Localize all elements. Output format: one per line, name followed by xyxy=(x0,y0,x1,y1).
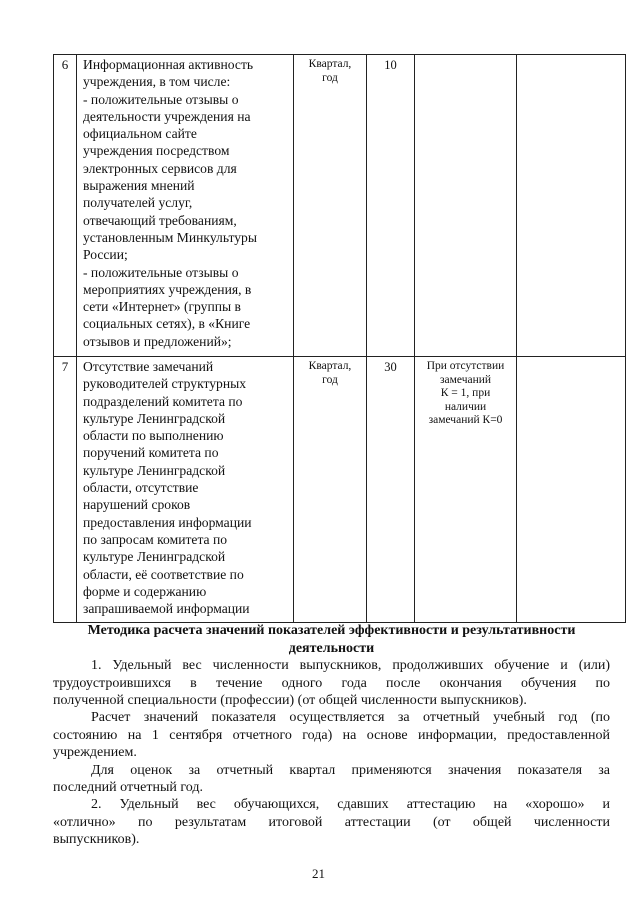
description-line: получателей услуг, xyxy=(83,195,193,211)
heading-line: Методика расчета значений показателей эффективности и результативности xyxy=(87,623,576,638)
note-line: При отсутствии xyxy=(426,360,505,372)
paragraph-line: выпускников). xyxy=(53,832,140,848)
paragraph-line: 2. Удельный вес обучающихся, сдавших аттестацию на «хорошо» и xyxy=(91,797,610,813)
description-line: культуре Ленинградской xyxy=(83,462,226,478)
description-line: форме и содержанию xyxy=(83,583,207,599)
indicators-table xyxy=(53,54,626,623)
description-line: учреждения посредством xyxy=(83,143,230,159)
heading-line: деятельности xyxy=(288,640,375,656)
reporting-period xyxy=(294,357,367,623)
period-line: год xyxy=(322,71,338,84)
description-line: отвечающий требованиям, xyxy=(83,212,237,228)
calculation-note xyxy=(415,357,517,623)
calculation-note xyxy=(415,55,517,357)
description-line: деятельности учреждения на xyxy=(83,108,251,124)
empty-cell xyxy=(517,357,626,623)
description-line: области, отсутствие xyxy=(83,480,199,496)
note-line: наличии xyxy=(444,400,487,413)
description-line: нарушений сроков xyxy=(83,497,191,513)
table-row xyxy=(54,357,626,623)
description-line: сети «Интернет» (группы в xyxy=(83,299,241,315)
description-line: области, её соответствие по xyxy=(83,566,244,582)
note-line: замечаний xyxy=(439,373,492,386)
weight-value: 10 xyxy=(367,55,415,357)
empty-cell xyxy=(517,55,626,357)
period-line: Квартал, xyxy=(308,58,352,70)
page-number: 21 xyxy=(312,866,325,881)
description-line: отзывов и предложений»; xyxy=(83,333,232,349)
paragraph-line: Расчет значений показателя осуществляется за отчетный учебный год (по xyxy=(91,710,610,726)
paragraph-line: 1. Удельный вес численности выпускников, продолживших обучение и (или) xyxy=(91,658,610,674)
paragraph-line: учреждением. xyxy=(53,745,137,761)
paragraph xyxy=(53,762,610,797)
description-line: предоставления информации xyxy=(83,514,252,530)
description-line: электронных сервисов для xyxy=(83,160,237,176)
description-line: культуре Ленинградской xyxy=(83,549,226,565)
period-line: год xyxy=(322,373,338,386)
paragraph-line: трудоустроившихся в течение одного года после окончания обучения по xyxy=(53,675,610,691)
paragraph xyxy=(53,796,610,848)
description-line: культуре Ленинградской xyxy=(83,410,226,426)
description-line: учреждения, в том числе: xyxy=(83,74,231,90)
description-line: - положительные отзывы о xyxy=(83,264,239,280)
note-line: К = 1, при xyxy=(440,387,491,399)
description-line: мероприятиях учреждения, в xyxy=(83,281,252,297)
paragraph-line: Для оценок за отчетный квартал применяются значения показателя за xyxy=(91,762,610,778)
indicator-description xyxy=(77,357,294,623)
description-line: официальном сайте xyxy=(83,126,197,142)
description-line: выражения мнений xyxy=(83,178,195,194)
paragraph xyxy=(53,709,610,761)
period-line: Квартал, xyxy=(308,360,352,372)
paragraph-line: полученной специальности (профессии) (от общей численности выпускников). xyxy=(53,693,527,708)
description-line: установленным Минкультуры xyxy=(83,229,257,245)
row-number: 6 xyxy=(54,55,77,357)
description-line: области по выполнению xyxy=(83,428,224,444)
description-line: Отсутствие замечаний xyxy=(83,359,214,374)
description-line: подразделений комитета по xyxy=(83,393,243,409)
description-line: социальных сетях), в «Книге xyxy=(83,316,251,332)
row-number: 7 xyxy=(54,357,77,623)
description-line: России; xyxy=(83,247,128,263)
weight-value: 30 xyxy=(367,357,415,623)
description-line: поручений комитета по xyxy=(83,445,219,461)
description-line: Информационная активность xyxy=(83,57,254,72)
note-line: замечаний К=0 xyxy=(428,414,503,426)
description-line: запрашиваемой информации xyxy=(83,601,250,617)
description-line: по запросам комитета по xyxy=(83,531,228,547)
table-row xyxy=(54,55,626,357)
indicator-description xyxy=(77,55,294,357)
paragraph-line: последний отчетный год. xyxy=(53,780,203,796)
description-line: руководителей структурных xyxy=(83,376,247,392)
paragraph-line: состоянию на 1 сентября отчетного года) на основе информации, предоставленной xyxy=(53,727,610,743)
section-heading xyxy=(53,622,610,657)
reporting-period xyxy=(294,55,367,357)
description-line: - положительные отзывы о xyxy=(83,91,239,107)
paragraph-line: «отлично» по результатам итоговой аттестации (от общей численности xyxy=(53,814,610,830)
paragraph xyxy=(53,657,610,709)
methodology-section xyxy=(53,622,610,849)
